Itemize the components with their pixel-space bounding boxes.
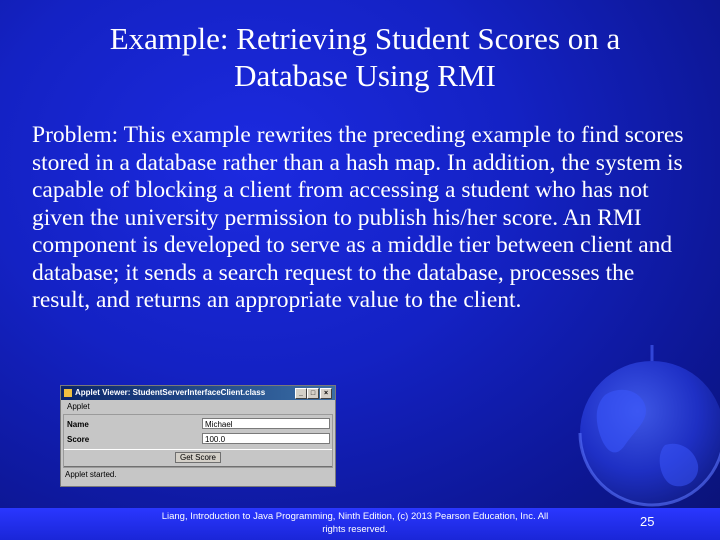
globe-icon bbox=[560, 335, 720, 510]
footer-line-1: Liang, Introduction to Java Programming, Ninth Edition, (c) 2013 Pearson Education, Inc. All bbox=[161, 511, 549, 522]
menu-applet[interactable]: Applet bbox=[67, 402, 90, 411]
score-label: Score bbox=[67, 435, 90, 444]
applet-content-panel bbox=[63, 414, 333, 468]
get-score-button-row bbox=[64, 449, 332, 467]
name-field[interactable]: Michael bbox=[202, 418, 330, 429]
footer-line-2: rights reserved. bbox=[322, 524, 388, 535]
maximize-button[interactable]: □ bbox=[307, 388, 319, 399]
applet-window bbox=[60, 385, 336, 487]
applet-titlebar[interactable] bbox=[61, 386, 335, 400]
page-number: 25 bbox=[640, 514, 655, 529]
minimize-button[interactable]: _ bbox=[295, 388, 307, 399]
slide-title-line-2: Database Using RMI bbox=[234, 58, 496, 93]
slide-body-text: Problem: This example rewrites the preceding example to find scores stored in a database rather than a hash map. In addition, the system is capable of blocking a client from accessing a student who has not given the university permission to publish his/her score. An RMI component is developed to serve as a middle tier between client and database; it sends a search request to the database, processes the result, and returns an appropriate value to the client. bbox=[32, 122, 684, 313]
score-field[interactable]: 100.0 bbox=[202, 433, 330, 444]
slide-title bbox=[20, 20, 710, 94]
applet-window-title: Applet Viewer: StudentServerInterfaceClient.class bbox=[75, 388, 266, 397]
slide-title-line-1: Example: Retrieving Student Scores on a bbox=[109, 21, 621, 56]
applet-app-icon bbox=[64, 389, 72, 397]
get-score-button[interactable]: Get Score bbox=[175, 452, 221, 463]
footer-copyright bbox=[140, 510, 570, 536]
applet-status-text: Applet started. bbox=[65, 470, 117, 479]
close-button[interactable]: × bbox=[320, 388, 332, 399]
name-label: Name bbox=[67, 420, 89, 429]
